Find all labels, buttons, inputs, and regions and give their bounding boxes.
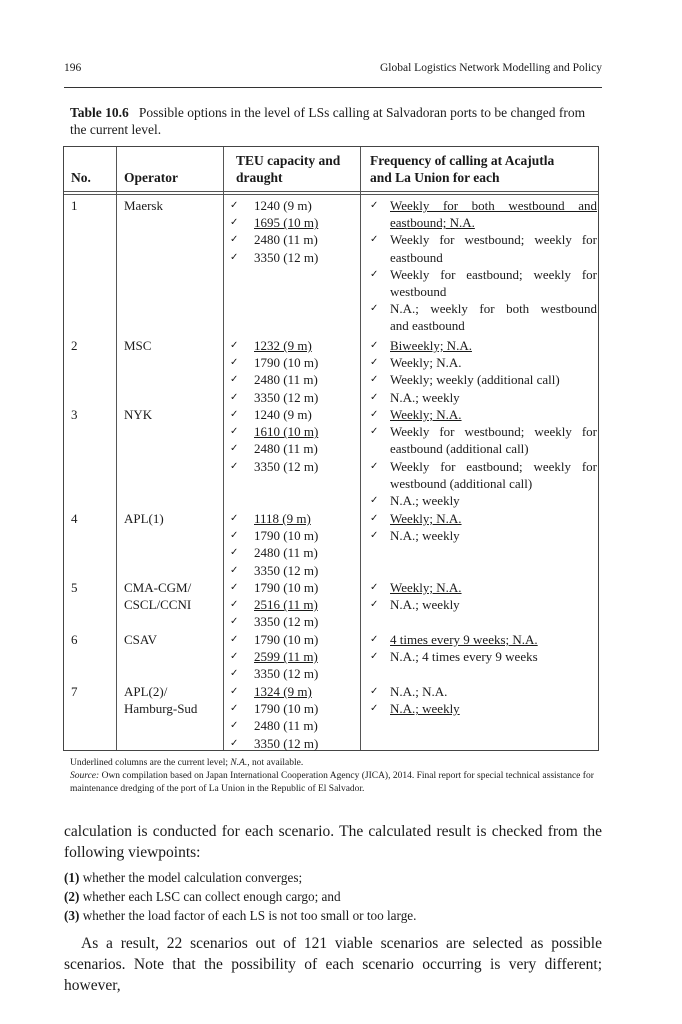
teu-option: ✓ 1240 (9 m) bbox=[230, 407, 312, 422]
frequency-option-cont: westbound bbox=[390, 284, 447, 300]
check-icon: ✓ bbox=[370, 268, 379, 280]
check-icon: ✓ bbox=[370, 426, 379, 438]
row-number: 7 bbox=[71, 684, 78, 699]
teu-option: ✓ 2599 (11 m) bbox=[230, 649, 318, 665]
check-icon: ✓ bbox=[230, 391, 239, 403]
teu-option: ✓ 2516 (11 m) bbox=[230, 597, 318, 613]
frequency-option: ✓ N.A.; weekly for both westbound bbox=[370, 301, 597, 317]
teu-option: ✓ 3350 (12 m) bbox=[230, 562, 319, 578]
frequency-option: ✓ Weekly for both westbound and bbox=[370, 198, 597, 213]
frequency-option-cont: eastbound (additional call) bbox=[390, 441, 529, 457]
frequency-option: ✓ N.A.; weekly bbox=[370, 493, 460, 509]
teu-option: ✓ 3350 (12 m) bbox=[230, 458, 319, 474]
row-number: 1 bbox=[71, 198, 78, 213]
operator-name-line2: Hamburg-Sud bbox=[124, 701, 198, 717]
table-caption-text: Possible options in the level of LSs calling at Salvadoran ports to be changed from the current level. bbox=[70, 105, 586, 137]
column-divider bbox=[360, 147, 361, 750]
list-item: (1) whether the model calculation converges; bbox=[64, 870, 303, 885]
frequency-option: ✓ Weekly; N.A. bbox=[370, 355, 462, 371]
check-icon: ✓ bbox=[370, 513, 379, 524]
teu-option: ✓ 1610 (10 m) bbox=[230, 424, 319, 440]
header-freq-line2: and La Union for each bbox=[370, 170, 500, 185]
check-icon: ✓ bbox=[370, 374, 379, 386]
teu-option: ✓ 3350 (12 m) bbox=[230, 735, 319, 751]
check-icon: ✓ bbox=[230, 703, 239, 715]
check-icon: ✓ bbox=[230, 564, 239, 576]
check-icon: ✓ bbox=[230, 409, 239, 420]
frequency-option: ✓ Weekly for eastbound; weekly for bbox=[370, 266, 597, 282]
teu-option: ✓ 3350 (12 m) bbox=[230, 666, 319, 682]
check-icon: ✓ bbox=[230, 547, 239, 559]
teu-option: ✓ 2480 (11 m) bbox=[230, 232, 318, 248]
teu-option: ✓ 1324 (9 m) bbox=[230, 684, 312, 699]
frequency-option: ✓ N.A.; 4 times every 9 weeks bbox=[370, 649, 538, 665]
check-icon: ✓ bbox=[370, 234, 379, 246]
check-icon: ✓ bbox=[230, 443, 239, 455]
check-icon: ✓ bbox=[370, 703, 379, 715]
check-icon: ✓ bbox=[230, 217, 239, 229]
check-icon: ✓ bbox=[370, 686, 379, 697]
check-icon: ✓ bbox=[230, 251, 239, 263]
row-number: 6 bbox=[71, 632, 78, 647]
options-table bbox=[63, 146, 599, 751]
frequency-option: ✓ 4 times every 9 weeks; N.A. bbox=[370, 632, 538, 647]
body-paragraph: As a result, 22 scenarios out of 121 viable scenarios are selected as possible scenarios. Note that the possibility of each scenario occurring is very different; however, bbox=[64, 935, 602, 994]
row-number: 2 bbox=[71, 338, 78, 353]
frequency-list bbox=[370, 197, 597, 335]
body-paragraph: calculation is conducted for each scenario. The calculated result is checked from the following viewpoints: bbox=[64, 823, 602, 861]
operator-name: CSAV bbox=[124, 632, 158, 647]
teu-option: ✓ 2480 (11 m) bbox=[230, 545, 318, 561]
check-icon: ✓ bbox=[370, 530, 379, 542]
check-icon: ✓ bbox=[230, 340, 239, 351]
teu-list bbox=[228, 683, 358, 752]
frequency-list bbox=[370, 631, 597, 665]
operator-name: NYK bbox=[124, 407, 153, 422]
table-caption bbox=[70, 104, 600, 138]
check-icon: ✓ bbox=[370, 495, 379, 507]
frequency-option-cont: westbound (additional call) bbox=[390, 475, 533, 491]
check-icon: ✓ bbox=[230, 582, 239, 593]
check-icon: ✓ bbox=[370, 357, 379, 369]
teu-option: ✓ 3350 (12 m) bbox=[230, 614, 319, 630]
teu-option: ✓ 1790 (10 m) bbox=[230, 355, 319, 371]
check-icon: ✓ bbox=[370, 582, 379, 593]
page-number: 196 bbox=[64, 62, 82, 74]
row-number: 5 bbox=[71, 580, 78, 595]
teu-list bbox=[228, 197, 358, 266]
check-icon: ✓ bbox=[230, 234, 239, 246]
header-no: No. bbox=[71, 170, 91, 185]
frequency-option: ✓ N.A.; weekly bbox=[370, 389, 460, 405]
check-icon: ✓ bbox=[230, 426, 239, 438]
header-rule bbox=[64, 87, 602, 88]
frequency-list bbox=[370, 510, 597, 544]
teu-option: ✓ 1790 (10 m) bbox=[230, 528, 319, 544]
teu-option: ✓ 2480 (11 m) bbox=[230, 718, 318, 734]
row-number: 3 bbox=[71, 407, 78, 422]
header-teu bbox=[236, 152, 340, 186]
operator-name-line1: CMA-CGM/ bbox=[124, 580, 192, 595]
teu-option: ✓ 1240 (9 m) bbox=[230, 198, 312, 213]
check-icon: ✓ bbox=[370, 651, 379, 663]
table-notes bbox=[70, 757, 600, 796]
check-icon: ✓ bbox=[230, 374, 239, 386]
table-label: Table 10.6 bbox=[70, 105, 129, 120]
teu-option: ✓ 2480 (11 m) bbox=[230, 441, 318, 457]
teu-option: ✓ 1790 (10 m) bbox=[230, 701, 319, 717]
teu-option: ✓ 1790 (10 m) bbox=[230, 580, 319, 595]
check-icon: ✓ bbox=[370, 303, 379, 315]
frequency-option: ✓ Weekly for westbound; weekly for bbox=[370, 424, 597, 440]
running-title: Global Logistics Network Modelling and Policy bbox=[380, 62, 602, 74]
frequency-list bbox=[370, 683, 597, 717]
teu-list bbox=[228, 406, 358, 475]
header-rule-bottom bbox=[64, 194, 598, 195]
frequency-option: ✓ Weekly; N.A. bbox=[370, 580, 462, 595]
frequency-option: ✓ Biweekly; N.A. bbox=[370, 338, 472, 353]
teu-option: ✓ 3350 (12 m) bbox=[230, 389, 319, 405]
check-icon: ✓ bbox=[230, 599, 239, 611]
frequency-option: ✓ Weekly for westbound; weekly for bbox=[370, 232, 597, 248]
header-teu-line2: draught bbox=[236, 170, 283, 185]
check-icon: ✓ bbox=[370, 391, 379, 403]
teu-option: ✓ 1790 (10 m) bbox=[230, 632, 319, 647]
teu-option: ✓ 1232 (9 m) bbox=[230, 338, 312, 353]
header-frequency bbox=[370, 152, 554, 186]
operator-name-line2: CSCL/CCNI bbox=[124, 597, 192, 613]
frequency-option: ✓ N.A.; N.A. bbox=[370, 684, 448, 699]
teu-list bbox=[228, 510, 358, 579]
frequency-option: ✓ Weekly; weekly (additional call) bbox=[370, 372, 560, 388]
check-icon: ✓ bbox=[370, 340, 379, 351]
operator-name bbox=[124, 683, 219, 717]
underline-note: Underlined columns are the current level; N.A., not available. bbox=[70, 758, 304, 768]
check-icon: ✓ bbox=[230, 200, 239, 211]
check-icon: ✓ bbox=[370, 599, 379, 611]
list-item: (3) whether the load factor of each LS is not too small or too large. bbox=[64, 908, 417, 923]
frequency-list bbox=[370, 337, 597, 406]
list-item: (2) whether each LSC can collect enough cargo; and bbox=[64, 889, 341, 904]
check-icon: ✓ bbox=[370, 200, 379, 211]
column-divider bbox=[116, 147, 117, 750]
frequency-option: ✓ N.A.; weekly bbox=[370, 597, 460, 613]
teu-option: ✓ 1118 (9 m) bbox=[230, 511, 311, 526]
header-teu-line1: TEU capacity and bbox=[236, 153, 341, 168]
operator-name: MSC bbox=[124, 338, 152, 353]
teu-option: ✓ 2480 (11 m) bbox=[230, 372, 318, 388]
header-rule-top bbox=[64, 191, 598, 192]
check-icon: ✓ bbox=[230, 737, 239, 749]
teu-option: ✓ 1695 (10 m) bbox=[230, 215, 319, 231]
teu-list bbox=[228, 631, 358, 683]
operator-name-line1: APL(2)/ bbox=[124, 684, 168, 699]
operator-name: Maersk bbox=[124, 198, 163, 213]
frequency-list bbox=[370, 406, 597, 509]
check-icon: ✓ bbox=[230, 686, 239, 697]
header-freq-line1: Frequency of calling at Acajutla bbox=[370, 153, 555, 168]
check-icon: ✓ bbox=[230, 460, 239, 472]
frequency-option: ✓ N.A.; weekly bbox=[370, 701, 460, 717]
frequency-option: ✓ Weekly for eastbound; weekly for bbox=[370, 458, 597, 474]
check-icon: ✓ bbox=[230, 357, 239, 369]
check-icon: ✓ bbox=[230, 668, 239, 680]
teu-list bbox=[228, 579, 358, 631]
check-icon: ✓ bbox=[370, 460, 379, 472]
check-icon: ✓ bbox=[370, 409, 379, 420]
teu-list bbox=[228, 337, 358, 406]
viewpoint-list bbox=[64, 868, 602, 925]
frequency-option-cont: eastbound; N.A. bbox=[390, 215, 475, 231]
frequency-option: ✓ N.A.; weekly bbox=[370, 528, 460, 544]
frequency-option: ✓ Weekly; N.A. bbox=[370, 407, 462, 422]
check-icon: ✓ bbox=[230, 634, 239, 645]
frequency-list bbox=[370, 579, 597, 613]
check-icon: ✓ bbox=[230, 616, 239, 628]
running-header bbox=[64, 62, 602, 74]
frequency-option: ✓ Weekly; N.A. bbox=[370, 511, 462, 526]
source-note: Source: Own compilation based on Japan International Cooperation Agency (JICA), 2014. Final report for special technical assistance for maintenance dredging of the port of La Union in the Republic of El Salvador. bbox=[70, 771, 594, 794]
teu-option: ✓ 3350 (12 m) bbox=[230, 249, 319, 265]
check-icon: ✓ bbox=[230, 530, 239, 542]
column-divider bbox=[223, 147, 224, 750]
frequency-option-cont: eastbound bbox=[390, 249, 443, 265]
row-number: 4 bbox=[71, 511, 78, 526]
operator-name bbox=[124, 579, 219, 613]
check-icon: ✓ bbox=[370, 634, 379, 645]
operator-name: APL(1) bbox=[124, 511, 164, 526]
check-icon: ✓ bbox=[230, 513, 239, 524]
check-icon: ✓ bbox=[230, 720, 239, 732]
check-icon: ✓ bbox=[230, 651, 239, 663]
header-operator: Operator bbox=[124, 170, 178, 185]
frequency-option-cont: and eastbound bbox=[390, 318, 465, 334]
